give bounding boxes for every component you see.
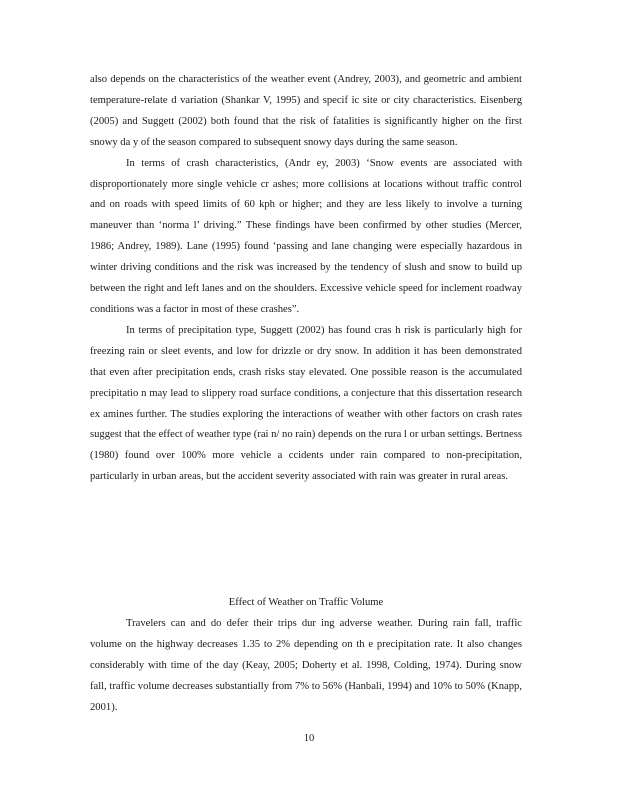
page-number: 10 xyxy=(303,733,315,744)
paragraph-traffic-volume: Travelers can and do defer their trips dur ing adverse weather. During rain fall, traffic volume on the highway decreases 1.35 to 2% depending on th e precipitation rate. It also changes considerably with time of the day (Keay, 2005; Doherty et al. 1998, Colding, 1974). During snow fall, traffic volume decreases substantially from 7% to 56% (Hanbali, 1994) and 10% to 50% (Knapp, 2001). xyxy=(90,618,522,713)
paragraph-weather-characteristics: also depends on the characteristics of the weather event (Andrey, 2003), and geometric and ambient temperature-relate d variation (Shankar V, 1995) and specif ic site or city characteristics. Eisenberg (2005) and Suggett (2002) both found that the risk of fatalities is significantly higher on the first snowy da y of the season compared to subsequent snowy days during the same season. xyxy=(90,74,522,148)
section-heading: Effect of Weather on Traffic Volume xyxy=(228,597,384,608)
paragraph-precipitation-type: In terms of precipitation type, Suggett (2002) has found cras h risk is particularly high for freezing rain or sleet events, and low for drizzle or dry snow. In addition it has been demonstrated that even after precipitation ends, crash risks stay elevated. One possible reason is the accumulated precipitatio n may lead to slippery road surface conditions, a conjecture that this dissertation research ex amines further. The studies exploring the interactions of weather with other factors on crash rates suggest that the effect of weather type (rai n/ no rain) depends on the rura l or urban settings. Bertness (1980) found over 100% more vehicle a ccidents under rain compared to non-precipitation, particularly in urban areas, but the accident severity associated with rain was greater in rural areas. xyxy=(90,324,522,483)
body-text xyxy=(90,70,522,488)
section-body xyxy=(90,614,522,719)
paragraph-crash-characteristics: In terms of crash characteristics, (Andr ey, 2003) ‘Snow events are associated with disproportionately more single vehicle cr ashes; more collisions at locations without traffic control and on roads with speed limits of 60 kph or higher; and they are less likely to involve a turning maneuver than ‘norma l’ driving.” These findings have been confirmed by other studies (Mercer, 1986; Andrey, 1989). Lane (1995) found ‘passing and lane changing were especially hazardous in winter driving conditions and the risk was increased by the tendency of slush and snow to build up between the right and left lanes and on the shoulders. Excessive vehicle speed for inclement roadway conditions was a factor in most of these crashes”. xyxy=(90,157,522,315)
